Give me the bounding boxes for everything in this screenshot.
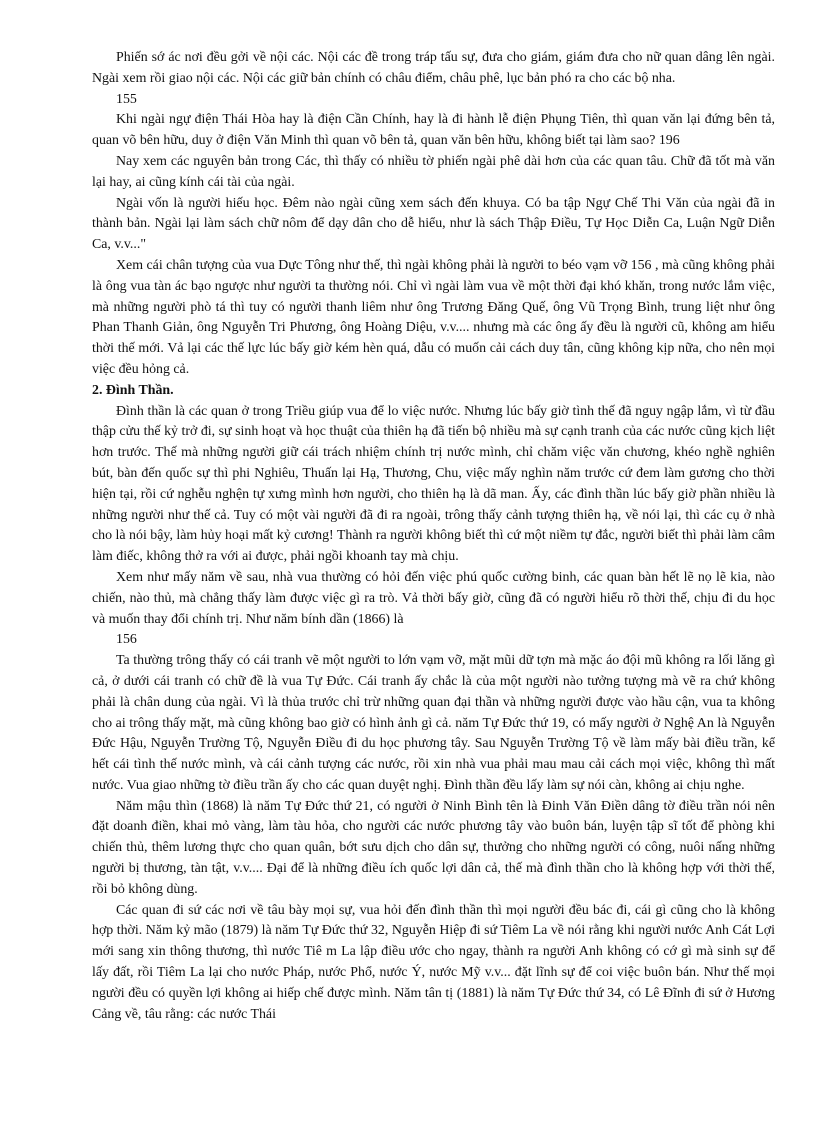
paragraph: Năm mậu thìn (1868) là năm Tự Đức thứ 21, có người ở Ninh Bình tên là Đinh Văn Điền dâng tờ điều trần nói nên đặt doanh điền, khai mỏ vàng, làm tàu hỏa, cho người các nước phương tây vào buôn bán, luyện tập sĩ tốt để phòng khi chiến thủ, thêm lương thực cho quan quân, bớt sưu dịch cho dân sự, thưởng cho những người có công, nuôi nấng những người bị thương, tàn tật, v.v.... Đại để là những điều ích quốc lợi dân cả, thế mà đình thần cho là không hợp với thời thế, rồi bỏ không dùng.: [92, 798, 775, 897]
paragraph: Đình thần là các quan ở trong Triều giúp vua để lo việc nước. Nhưng lúc bấy giờ tình thế đã nguy ngập lắm, vì từ đầu thập cửu thế kỷ trở đi, sự sinh hoạt và học thuật của thiên hạ đã tiến bộ nhiều mà sự cạnh tranh của các nước cũng kịch liệt hơn trước. Thế mà những người giữ cái trách nhiệm chính trị nước mình, chỉ chăm việc văn chương, khéo nghề nghiên bút, bàn đến quốc sự thì phi Nghiêu, Thuấn lại Hạ, Thương, Chu, việc mấy nghìn năm trước cứ đem làm gương cho thời hiện tại, rồi cứ nghễu nghện tự xưng mình hơn người, cho thiên hạ là dã man. Ấy, các đình thần lúc bấy giờ phần nhiều là những người như thế cả. Tuy có một vài người đã đi ra ngoài, trông thấy cảnh tượng thiên hạ, về nói lại, thì các cụ ở nhà cho là nói bậy, làm hủy hoại mất kỷ cương! Thành ra người không biết thì cứ một niềm tự đắc, người biết thì phải làm câm làm điếc, không thở ra với ai được, phải ngồi khoanh tay mà chịu.: [92, 403, 775, 565]
page-number: 155: [116, 91, 137, 107]
paragraph: Nay xem các nguyên bản trong Các, thì thấy có nhiều tờ phiến ngài phê dài hơn của các quan tâu. Chữ đã tốt mà văn lại hay, ai cũng kính cái tài của ngài.: [92, 153, 775, 190]
paragraph: Khi ngài ngự điện Thái Hòa hay là điện Cần Chính, hay là đi hành lễ điện Phụng Tiên, thì quan văn lại đứng bên tả, quan võ bên hữu, duy ở điện Văn Minh thì quan võ bên tả, quan văn bên hữu, không biết tại làm sao? 196: [92, 112, 775, 149]
paragraph: Ta thường trông thấy có cái tranh vẽ một người to lớn vạm vỡ, mặt mũi dữ tợn mà mặc áo đội mũ không ra lối lăng gì cả, ở dưới cái tranh có chữ đề là vua Tự Đức. Cái tranh ấy chắc là của một người nào tưởng tượng mà vẽ ra chứ không phải là chân dung của ngài. Vì là thủa trước chỉ trừ những quan đại thần và những người được vào hầu cận, vua ta không cho ai trông thấy mặt, mà cũng không bao giờ có hình ảnh gì cả. năm Tự Đức thứ 19, có mấy người ở Nghệ An là Nguyễn Đức Hậu, Nguyễn Trường Tộ, Nguyễn Điều đi du học phương tây. Sau Nguyễn Trường Tộ về làm mấy bài điều trần, kể hết cái tình thế nước mình, và cái cảnh tượng các nước, rồi xin nhà vua phải mau mau cải cách mọi việc, không thì mất nước. Vua giao những tờ điều trần ấy cho các quan duyệt nghị. Đình thần đều lấy làm sự nói càn, không ai chịu nghe.: [92, 653, 775, 793]
page-number: 156: [116, 632, 137, 648]
paragraph: Ngài vốn là người hiếu học. Đêm nào ngài cũng xem sách đến khuya. Có ba tập Ngự Chế Thi Văn của ngài đã in thành bản. Ngài lại làm sách chữ nôm để dạy dân cho dễ hiểu, như là sách Thập Điều, Tự Học Diễn Ca, Luận Ngữ Diễn Ca, v.v...": [92, 195, 775, 253]
paragraph: Các quan đi sứ các nơi về tâu bày mọi sự, vua hỏi đến đình thần thì mọi người đều bác đi, cái gì cũng cho là không hợp thời. Năm kỷ mão (1879) là năm Tự Đức thứ 32, Nguyễn Hiệp đi sứ Tiêm La về nói rằng khi người nước Anh Cát Lợi mới sang xin thông thương, thì nước Tiê m La lập điều ước cho ngay, thành ra người Anh không có cớ gì mà sinh sự để lấy đất, rồi Tiêm La lại cho nước Pháp, nước Phổ, nước Ý, nước Mỹ v.v... đặt lĩnh sự để coi việc buôn bán. Như thế mọi người đều có quyền lợi không ai hiếp chế được mình. Năm tân tị (1881) là năm Tự Đức thứ 34, có Lê Đĩnh đi sứ ở Hương Cảng về, tâu rằng: các nước Thái: [92, 902, 775, 1022]
paragraph: Phiến sớ ác nơi đều gởi về nội các. Nội các đề trong tráp tấu sự, đưa cho giám, giám đưa cho nữ quan dâng lên ngài. Ngài xem rồi giao nội các. Nội các giữ bản chính có châu điểm, châu phê, lục bản phó ra cho các bộ nha.: [92, 50, 775, 86]
section-heading: 2. Đình Thần.: [92, 382, 174, 398]
paragraph: Xem như mấy năm về sau, nhà vua thường có hỏi đến việc phú quốc cường binh, các quan bàn hết lẽ nọ lẽ kia, nào chiến, nào thủ, mà chẳng thấy làm được việc gì ra trò. Vả thời bấy giờ, cũng đã có người hiểu rõ thời thế, chịu đi du học và muốn thay đổi chính trị. Như năm bính dần (1866) là: [92, 569, 775, 627]
paragraph: Xem cái chân tượng của vua Dực Tông như thế, thì ngài không phải là người to béo vạm vỡ 156 , mà cũng không phải là ông vua tàn ác bạo ngược như người ta thường nói. Chỉ vì ngài làm vua về một thời đại khó khăn, trong nước lắm việc, mà những người phò tá thì tuy có người thanh liêm như ông Trương Đăng Quế, ông Vũ Trọng Bình, trung liệt như ông Phan Thanh Giản, ông Nguyễn Tri Phương, ông Hoàng Diệu, v.v.... nhưng mà các ông ấy đều là người cũ, không am hiểu thời thế mới. Vả lại các thế lực lúc bấy giờ kém hèn quá, dẫu có muốn cải cách duy tân, cũng không kịp nữa, cho nên mọi việc đều hỏng cả.: [92, 257, 775, 377]
document-page: [92, 48, 775, 1025]
